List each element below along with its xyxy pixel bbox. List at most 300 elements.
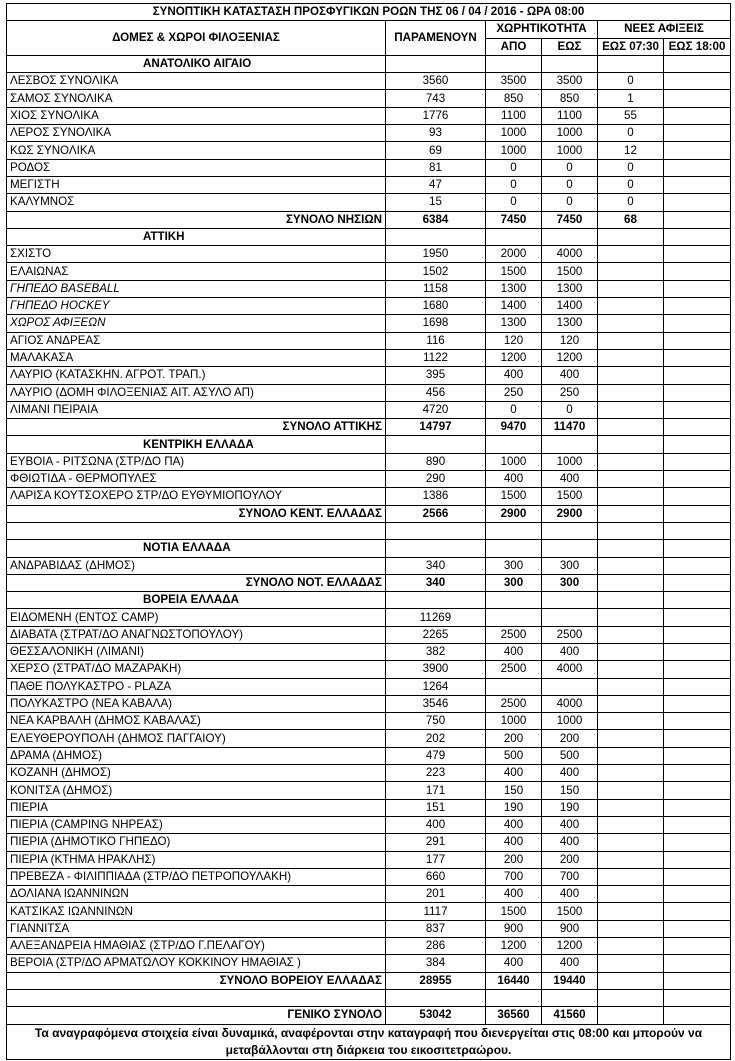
capacity-to-cell: 300 xyxy=(542,574,598,591)
capacity-from-cell: 700 xyxy=(486,868,542,885)
arrivals-0730-cell xyxy=(598,298,664,315)
table-row xyxy=(7,938,731,955)
table-body xyxy=(7,55,731,1024)
facility-name: ΚΑΤΣΙΚΑΣ ΙΩΑΝΝΙΝΩΝ xyxy=(7,903,386,920)
table-row xyxy=(7,765,731,782)
arrivals-1800-cell xyxy=(664,834,731,851)
arrivals-0730-cell: 0 xyxy=(598,176,664,193)
capacity-to-cell: 250 xyxy=(542,384,598,401)
arrivals-1800-cell xyxy=(664,263,731,280)
capacity-from-cell xyxy=(486,678,542,695)
capacity-from-cell: 400 xyxy=(486,834,542,851)
arrivals-1800-cell xyxy=(664,886,731,903)
facility-name: ΠΙΕΡΙΑ (CAMPING ΝΗΡΕΑΣ) xyxy=(7,816,386,833)
arrivals-1800-cell xyxy=(664,125,731,142)
arrivals-0730-cell xyxy=(598,488,664,505)
facility-name: ΚΟΖΑΝΗ (ΔΗΜΟΣ) xyxy=(7,765,386,782)
empty-cell xyxy=(664,228,731,245)
facility-name: ΕΙΔΟΜΕΝΗ (ΕΝΤΟΣ CAMP) xyxy=(7,609,386,626)
remaining-cell: 384 xyxy=(386,955,486,972)
capacity-to-cell: 400 xyxy=(542,471,598,488)
empty-cell xyxy=(386,540,486,557)
table-row xyxy=(7,488,731,505)
arrivals-0730-cell xyxy=(598,955,664,972)
table-row xyxy=(7,661,731,678)
arrivals-0730-cell xyxy=(598,471,664,488)
arrivals-0730-cell: 68 xyxy=(598,211,664,228)
empty-cell xyxy=(486,55,542,72)
remaining-cell: 1122 xyxy=(386,349,486,366)
capacity-to-cell: 0 xyxy=(542,159,598,176)
arrivals-1800-cell xyxy=(664,367,731,384)
capacity-from-cell: 1000 xyxy=(486,125,542,142)
header-row-1 xyxy=(7,21,731,38)
arrivals-1800-cell xyxy=(664,972,731,989)
remaining-cell xyxy=(386,989,486,1006)
arrivals-1800-cell xyxy=(664,1007,731,1024)
remaining-cell: 2265 xyxy=(386,626,486,643)
remaining-cell: 3900 xyxy=(386,661,486,678)
remaining-cell: 3546 xyxy=(386,695,486,712)
remaining-cell: 1158 xyxy=(386,280,486,297)
facility-name: ΑΝΔΡΑΒΙΔΑΣ (ΔΗΜΟΣ) xyxy=(7,557,386,574)
arrivals-0730-cell xyxy=(598,263,664,280)
table-row xyxy=(7,713,731,730)
capacity-to-cell: 1200 xyxy=(542,349,598,366)
arrivals-1800-cell xyxy=(664,557,731,574)
total-row xyxy=(7,972,731,989)
remaining-cell: 201 xyxy=(386,886,486,903)
table-row xyxy=(7,315,731,332)
remaining-cell: 291 xyxy=(386,834,486,851)
capacity-to-cell: 3500 xyxy=(542,73,598,90)
capacity-to-cell: 0 xyxy=(542,401,598,418)
capacity-from-cell xyxy=(486,989,542,1006)
total-label: ΣΥΝΟΛΟ ΝΗΣΙΩΝ xyxy=(7,211,386,228)
capacity-to-cell: 4000 xyxy=(542,695,598,712)
remaining-cell: 1386 xyxy=(386,488,486,505)
arrivals-0730-cell: 0 xyxy=(598,73,664,90)
capacity-to-cell: 1000 xyxy=(542,713,598,730)
capacity-to-cell: 900 xyxy=(542,920,598,937)
arrivals-1800-cell xyxy=(664,955,731,972)
capacity-to-cell: 19440 xyxy=(542,972,598,989)
arrivals-0730-cell xyxy=(598,505,664,522)
remaining-cell: 1117 xyxy=(386,903,486,920)
region-name: ΑΤΤΙΚΗ xyxy=(7,228,386,245)
arrivals-0730-cell xyxy=(598,816,664,833)
region-name: ΒΟΡΕΙΑ ΕΛΛΑΔΑ xyxy=(7,592,386,609)
remaining-cell: 1776 xyxy=(386,107,486,124)
table-row xyxy=(7,246,731,263)
facility-name: ΡΟΔΟΣ xyxy=(7,159,386,176)
capacity-from-cell: 1400 xyxy=(486,298,542,315)
empty-cell xyxy=(598,540,664,557)
total-label: ΣΥΝΟΛΟ ΝΟΤ. ΕΛΛΑΔΑΣ xyxy=(7,574,386,591)
capacity-from-cell: 900 xyxy=(486,920,542,937)
arrivals-1800-cell xyxy=(664,332,731,349)
capacity-to-cell: 850 xyxy=(542,90,598,107)
capacity-from-cell: 2500 xyxy=(486,626,542,643)
facility-name: ΛΕΡΟΣ ΣΥΝΟΛΙΚΑ xyxy=(7,125,386,142)
capacity-header: ΧΩΡΗΤΙΚΟΤΗΤΑ xyxy=(486,21,598,38)
arrivals-0730-cell xyxy=(598,695,664,712)
arrivals-0730-cell xyxy=(598,678,664,695)
arrivals-0730-cell xyxy=(598,765,664,782)
table-row xyxy=(7,280,731,297)
capacity-to-cell: 400 xyxy=(542,955,598,972)
arrivals-1800-cell xyxy=(664,194,731,211)
table-row xyxy=(7,263,731,280)
capacity-to-cell: 300 xyxy=(542,557,598,574)
arrivals-1800-cell xyxy=(664,488,731,505)
arrivals-1800-cell xyxy=(664,298,731,315)
remaining-cell: 171 xyxy=(386,782,486,799)
arrivals-1800-cell xyxy=(664,453,731,470)
remaining-cell: 202 xyxy=(386,730,486,747)
arrivals-1800-cell xyxy=(664,626,731,643)
region-header-row xyxy=(7,436,731,453)
arrivals-0730-cell xyxy=(598,419,664,436)
facility-name: ΦΘΙΩΤΙΔΑ - ΘΕΡΜΟΠΥΛΕΣ xyxy=(7,471,386,488)
capacity-from-cell: 1200 xyxy=(486,349,542,366)
capacity-to-cell: 200 xyxy=(542,730,598,747)
facility-name: ΠΙΕΡΙΑ (ΔΗΜΟΤΙΚΟ ΓΗΠΕΔΟ) xyxy=(7,834,386,851)
empty-cell xyxy=(486,228,542,245)
capacity-from-cell: 36560 xyxy=(486,1007,542,1024)
capacity-to-cell: 400 xyxy=(542,886,598,903)
new-arrivals-header: ΝΕΕΣ ΑΦΙΞΕΙΣ xyxy=(598,21,731,38)
total-row xyxy=(7,505,731,522)
capacity-from-cell: 1500 xyxy=(486,903,542,920)
arrivals-1800-cell xyxy=(664,522,731,539)
arrivals-0730-cell xyxy=(598,453,664,470)
capacity-from-cell: 3500 xyxy=(486,73,542,90)
facility-name: ΛΑΥΡΙΟ (ΔΟΜΗ ΦΙΛΟΞΕΝΙΑΣ ΑΙΤ. ΑΣΥΛΟ ΑΠ) xyxy=(7,384,386,401)
remaining-cell: 1698 xyxy=(386,315,486,332)
table-row xyxy=(7,194,731,211)
arrivals-1800-cell xyxy=(664,868,731,885)
empty-cell xyxy=(542,592,598,609)
arrivals-1800-cell xyxy=(664,851,731,868)
table-row xyxy=(7,868,731,885)
empty-cell xyxy=(542,540,598,557)
table-row xyxy=(7,401,731,418)
arrivals-1800-cell xyxy=(664,903,731,920)
empty-cell xyxy=(386,55,486,72)
remaining-header: ΠΑΡΑΜΕΝΟΥΝ xyxy=(386,21,486,56)
remaining-cell: 1264 xyxy=(386,678,486,695)
arrivals-1800-cell xyxy=(664,609,731,626)
arrivals-1800-cell xyxy=(664,349,731,366)
facility-name: ΣΑΜΟΣ ΣΥΝΟΛΙΚΑ xyxy=(7,90,386,107)
capacity-to-cell: 1300 xyxy=(542,315,598,332)
empty-cell xyxy=(598,592,664,609)
table-row xyxy=(7,125,731,142)
table-row xyxy=(7,886,731,903)
facility-name: ΕΥΒΟΙΑ - ΡΙΤΣΩΝΑ (ΣΤΡ/ΔΟ ΠΑ) xyxy=(7,453,386,470)
capacity-to-cell: 400 xyxy=(542,816,598,833)
capacity-to-cell: 700 xyxy=(542,868,598,885)
arrivals-0730-cell: 0 xyxy=(598,194,664,211)
capacity-to-cell: 1000 xyxy=(542,125,598,142)
region-header-row xyxy=(7,592,731,609)
empty-cell xyxy=(542,436,598,453)
remaining-cell: 47 xyxy=(386,176,486,193)
region-header-row xyxy=(7,55,731,72)
arrivals-0730-cell xyxy=(598,401,664,418)
capacity-from-cell: 2900 xyxy=(486,505,542,522)
empty-cell xyxy=(486,540,542,557)
arrivals-0730-cell xyxy=(598,799,664,816)
arrivals-0730-cell xyxy=(598,938,664,955)
remaining-cell: 660 xyxy=(386,868,486,885)
table-row xyxy=(7,782,731,799)
empty-cell xyxy=(664,436,731,453)
total-row xyxy=(7,211,731,228)
capacity-to-cell: 1000 xyxy=(542,142,598,159)
arrivals-1800-cell xyxy=(664,920,731,937)
footer-note: Τα αναγραφόμενα στοιχεία είναι δυναμικά, αναφέρονται στην καταγραφή που διενεργείται στις 08:00 και μπορούν να μεταβάλλονται στη διάρκεια του εικοσιτετραώρου. xyxy=(7,1024,731,1059)
remaining-cell: 69 xyxy=(386,142,486,159)
empty-cell xyxy=(386,228,486,245)
capacity-to-cell xyxy=(542,678,598,695)
capacity-from-cell: 9470 xyxy=(486,419,542,436)
capacity-from-cell: 400 xyxy=(486,367,542,384)
table-row xyxy=(7,816,731,833)
capacity-from-cell: 850 xyxy=(486,90,542,107)
empty-cell xyxy=(542,228,598,245)
arrivals-1800-cell xyxy=(664,107,731,124)
arrivals-1800-cell xyxy=(664,280,731,297)
capacity-from-cell: 7450 xyxy=(486,211,542,228)
table-row xyxy=(7,471,731,488)
arrivals-1800-cell xyxy=(664,471,731,488)
facility-name: ΠΟΛΥΚΑΣΤΡΟ (ΝΕΑ ΚΑΒΑΛΑ) xyxy=(7,695,386,712)
capacity-from-cell: 500 xyxy=(486,747,542,764)
arrivals-1800-cell xyxy=(664,678,731,695)
capacity-to-cell: 2900 xyxy=(542,505,598,522)
total-row xyxy=(7,574,731,591)
arrivals-0730-cell xyxy=(598,747,664,764)
remaining-cell: 28955 xyxy=(386,972,486,989)
remaining-cell: 750 xyxy=(386,713,486,730)
capacity-from-cell: 200 xyxy=(486,730,542,747)
arrivals-1800-cell xyxy=(664,643,731,660)
remaining-cell: 2566 xyxy=(386,505,486,522)
arrivals-0730-cell xyxy=(598,886,664,903)
arrivals-0730-cell xyxy=(598,1007,664,1024)
table-row xyxy=(7,626,731,643)
empty-cell xyxy=(386,592,486,609)
arrivals-1800-cell xyxy=(664,661,731,678)
capacity-from-cell: 150 xyxy=(486,782,542,799)
facility-name: ΛΑΥΡΙΟ (ΚΑΤΑΣΚΗΝ. ΑΓΡΟΤ. ΤΡΑΠ.) xyxy=(7,367,386,384)
capacity-to-cell: 0 xyxy=(542,176,598,193)
arrivals-1800-cell xyxy=(664,799,731,816)
table-row xyxy=(7,384,731,401)
facility-name: ΧΕΡΣΟ (ΣΤΡΑΤ/ΔΟ ΜΑΖΑΡΑΚΗ) xyxy=(7,661,386,678)
capacity-to-cell: 1300 xyxy=(542,280,598,297)
table-row xyxy=(7,643,731,660)
arrivals-1800-cell xyxy=(664,401,731,418)
arrivals-1800-cell xyxy=(664,782,731,799)
arrivals-1800-cell xyxy=(664,695,731,712)
capacity-from-cell: 400 xyxy=(486,471,542,488)
arrivals-0730-cell xyxy=(598,367,664,384)
capacity-from-cell: 400 xyxy=(486,643,542,660)
arrivals-1800-cell xyxy=(664,246,731,263)
remaining-cell: 11269 xyxy=(386,609,486,626)
table-row xyxy=(7,332,731,349)
remaining-cell: 382 xyxy=(386,643,486,660)
empty-cell xyxy=(486,592,542,609)
facility-name: ΧΩΡΟΣ ΑΦΙΞΕΩΝ xyxy=(7,315,386,332)
remaining-cell: 340 xyxy=(386,574,486,591)
remaining-cell: 116 xyxy=(386,332,486,349)
table-row xyxy=(7,695,731,712)
remaining-cell: 3560 xyxy=(386,73,486,90)
table-row xyxy=(7,557,731,574)
region-header-row xyxy=(7,540,731,557)
total-label: ΣΥΝΟΛΟ ΒΟΡΕΙΟΥ ΕΛΛΑΔΑΣ xyxy=(7,972,386,989)
arrivals-1800-cell xyxy=(664,315,731,332)
capacity-to-cell: 1500 xyxy=(542,488,598,505)
empty-cell xyxy=(664,592,731,609)
empty-cell xyxy=(664,55,731,72)
capacity-from-cell: 2000 xyxy=(486,246,542,263)
table-row xyxy=(7,142,731,159)
total-row xyxy=(7,419,731,436)
arrivals-0730-cell xyxy=(598,626,664,643)
capacity-to-cell: 120 xyxy=(542,332,598,349)
capacity-to-cell: 0 xyxy=(542,194,598,211)
table-row xyxy=(7,678,731,695)
capacity-to-cell: 400 xyxy=(542,834,598,851)
arrivals-0730-cell xyxy=(598,868,664,885)
region-header-row xyxy=(7,228,731,245)
remaining-cell: 743 xyxy=(386,90,486,107)
arrivals-1800-cell xyxy=(664,73,731,90)
arrivals-1800-header: ΕΩΣ 18:00 xyxy=(664,38,731,55)
arrivals-0730-cell xyxy=(598,315,664,332)
total-label: ΓΕΝΙΚΟ ΣΥΝΟΛΟ xyxy=(7,1007,386,1024)
arrivals-0730-cell xyxy=(598,661,664,678)
remaining-cell: 395 xyxy=(386,367,486,384)
facility-name: ΛΙΜΑΝΙ ΠΕΙΡΑΙΑ xyxy=(7,401,386,418)
remaining-cell: 4720 xyxy=(386,401,486,418)
region-name: ΑΝΑΤΟΛΙΚΟ ΑΙΓΑΙΟ xyxy=(7,55,386,72)
facility-name xyxy=(7,522,386,539)
empty-cell xyxy=(486,436,542,453)
capacity-to-cell: 400 xyxy=(542,367,598,384)
capacity-from-cell: 16440 xyxy=(486,972,542,989)
capacity-from-cell: 1200 xyxy=(486,938,542,955)
arrivals-0730-cell xyxy=(598,609,664,626)
facility-name: ΕΛΕΥΘΕΡΟΥΠΟΛΗ (ΔΗΜΟΣ ΠΑΓΓΑΙΟΥ) xyxy=(7,730,386,747)
arrivals-1800-cell xyxy=(664,574,731,591)
facility-name: ΜΕΓΙΣΤΗ xyxy=(7,176,386,193)
arrivals-0730-cell: 0 xyxy=(598,125,664,142)
remaining-cell: 340 xyxy=(386,557,486,574)
table-row xyxy=(7,522,731,539)
arrivals-0730-cell xyxy=(598,989,664,1006)
capacity-from-cell: 1300 xyxy=(486,315,542,332)
remaining-cell: 479 xyxy=(386,747,486,764)
capacity-from-cell: 400 xyxy=(486,955,542,972)
remaining-cell: 177 xyxy=(386,851,486,868)
facility-name: ΠΡΕΒΕΖΑ - ΦΙΛΙΠΠΙΑΔΑ (ΣΤΡ/ΔΟ ΠΕΤΡΟΠΟΥΛΑΚΗ) xyxy=(7,868,386,885)
table-row xyxy=(7,159,731,176)
empty-cell xyxy=(542,55,598,72)
capacity-from-cell xyxy=(486,522,542,539)
facility-name: ΣΧΙΣΤΟ xyxy=(7,246,386,263)
arrivals-0730-cell xyxy=(598,920,664,937)
capacity-to-cell: 150 xyxy=(542,782,598,799)
capacity-to-cell xyxy=(542,609,598,626)
remaining-cell: 1680 xyxy=(386,298,486,315)
capacity-from-cell: 0 xyxy=(486,401,542,418)
capacity-to-cell: 1000 xyxy=(542,453,598,470)
capacity-from-cell: 0 xyxy=(486,159,542,176)
capacity-to-cell: 7450 xyxy=(542,211,598,228)
arrivals-0730-cell xyxy=(598,384,664,401)
table-row xyxy=(7,609,731,626)
capacity-to-cell: 190 xyxy=(542,799,598,816)
capacity-from-header: ΑΠΟ xyxy=(486,38,542,55)
capacity-to-cell xyxy=(542,989,598,1006)
title-row xyxy=(7,4,731,21)
capacity-to-cell: 400 xyxy=(542,765,598,782)
arrivals-1800-cell xyxy=(664,713,731,730)
capacity-to-cell: 2500 xyxy=(542,626,598,643)
facility-name: ΛΕΣΒΟΣ ΣΥΝΟΛΙΚΑ xyxy=(7,73,386,90)
capacity-from-cell: 120 xyxy=(486,332,542,349)
facility-name: ΧΙΟΣ ΣΥΝΟΛΙΚΑ xyxy=(7,107,386,124)
remaining-cell: 6384 xyxy=(386,211,486,228)
facility-name: ΘΕΣΣΑΛΟΝΙΚΗ (ΛΙΜΑΝΙ) xyxy=(7,643,386,660)
capacity-to-cell: 4000 xyxy=(542,661,598,678)
capacity-to-cell: 11470 xyxy=(542,419,598,436)
arrivals-1800-cell xyxy=(664,938,731,955)
table-row xyxy=(7,367,731,384)
arrivals-0730-cell xyxy=(598,349,664,366)
capacity-to-cell: 400 xyxy=(542,643,598,660)
facility-name xyxy=(7,989,386,1006)
capacity-to-cell: 200 xyxy=(542,851,598,868)
arrivals-1800-cell xyxy=(664,816,731,833)
table-row xyxy=(7,730,731,747)
capacity-to-cell: 1500 xyxy=(542,903,598,920)
capacity-from-cell: 0 xyxy=(486,176,542,193)
facility-name: ΠΑΘΕ ΠΟΛΥΚΑΣΤΡΟ - PLAZA xyxy=(7,678,386,695)
facility-name: ΜΑΛΑΚΑΣΑ xyxy=(7,349,386,366)
facility-name: ΓΗΠΕΔΟ HOCKEY xyxy=(7,298,386,315)
remaining-cell: 286 xyxy=(386,938,486,955)
arrivals-1800-cell xyxy=(664,765,731,782)
arrivals-0730-cell xyxy=(598,713,664,730)
capacity-from-cell: 1000 xyxy=(486,713,542,730)
facility-name: ΔΟΛΙΑΝΑ ΙΩΑΝΝΙΝΩΝ xyxy=(7,886,386,903)
arrivals-0730-cell: 0 xyxy=(598,159,664,176)
table-row xyxy=(7,73,731,90)
table-row xyxy=(7,851,731,868)
remaining-cell: 1502 xyxy=(386,263,486,280)
table-row xyxy=(7,453,731,470)
arrivals-0730-cell: 12 xyxy=(598,142,664,159)
arrivals-1800-cell xyxy=(664,211,731,228)
arrivals-0730-cell xyxy=(598,557,664,574)
